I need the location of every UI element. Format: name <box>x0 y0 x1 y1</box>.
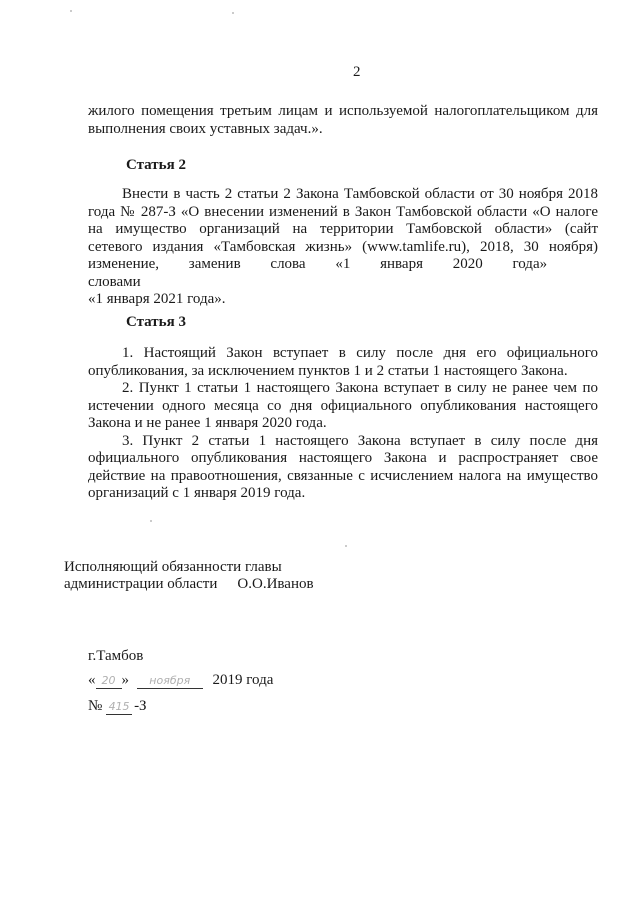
article-3-line: опубликования, за исключением пунктов 1 и 2 статьи 1 настоящего Закона. <box>88 362 568 379</box>
article-2-line: Внести в часть 2 статьи 2 Закона Тамбовской области от 30 ноября 2018 <box>122 186 598 202</box>
law-number <box>88 698 147 715</box>
city-label: г.Тамбов <box>88 648 144 664</box>
date-open-quote: « <box>88 672 96 688</box>
article-2-body <box>88 186 598 309</box>
scan-speck <box>70 10 72 12</box>
article-2-line: года № 287-З «О внесении изменений в Закон Тамбовской области «О налоге <box>88 203 598 220</box>
article-3-line: 1. Настоящий Закон вступает в силу после дня его официального <box>122 345 598 361</box>
article-2-line: сетевого издания «Тамбовская жизнь» (www.tamlife.ru), 2018, 30 ноября) <box>88 238 598 255</box>
signatory-name: О.О.Иванов <box>237 576 314 592</box>
article-3-line: 3. Пункт 2 статьи 1 настоящего Закона вступает в силу после дня <box>122 432 598 449</box>
continuation-line-2: выполнения своих уставных задач.». <box>88 120 323 137</box>
scan-speck <box>150 520 152 522</box>
handwritten-number: 415 <box>108 700 130 713</box>
continuation-text <box>88 103 598 138</box>
article-3-line: 2. Пункт 1 статьи 1 настоящего Закона вступает в силу не ранее чем по <box>122 380 598 396</box>
number-suffix: -З <box>134 698 147 714</box>
handwritten-day: 20 <box>101 674 116 687</box>
article-3-body <box>88 345 598 503</box>
adoption-date <box>88 672 273 689</box>
scan-speck <box>232 12 234 14</box>
article-2-line: на имущество организаций на территории Тамбовской области» (сайт <box>88 221 598 237</box>
signature-title-line-1: Исполняющий обязанности главы <box>64 559 282 575</box>
article-3-line: официального опубликования настоящего Закона и распространяет свое <box>88 450 598 466</box>
scan-speck <box>345 545 347 547</box>
continuation-line-1: жилого помещения третьим лицам и используемой налогоплательщиком для <box>88 103 598 119</box>
handwritten-month: ноября <box>149 674 191 687</box>
article-2-line: «1 января 2021 года». <box>88 291 226 307</box>
signature-title-line-2: администрации области <box>64 576 218 592</box>
signature-block <box>64 559 314 593</box>
number-sign: № <box>88 698 103 714</box>
article-3-line: действие на правоотношения, связанные с исчислением налога на имущество <box>88 467 598 484</box>
article-3-line: организаций с 1 января 2019 года. <box>88 485 306 501</box>
page-number: 2 <box>353 64 361 80</box>
date-close-quote: » <box>121 672 129 688</box>
article-2-line: изменение, заменив слова «1 января 2020 года» словами <box>88 256 548 290</box>
date-year: 2019 года <box>212 672 274 688</box>
article-3-heading: Статья 3 <box>126 314 186 330</box>
article-2-heading: Статья 2 <box>126 157 186 173</box>
article-3-line: истечении одного месяца со дня официального опубликования настоящего <box>88 397 598 414</box>
article-3-line: Закона и не ранее 1 января 2020 года. <box>88 415 327 431</box>
